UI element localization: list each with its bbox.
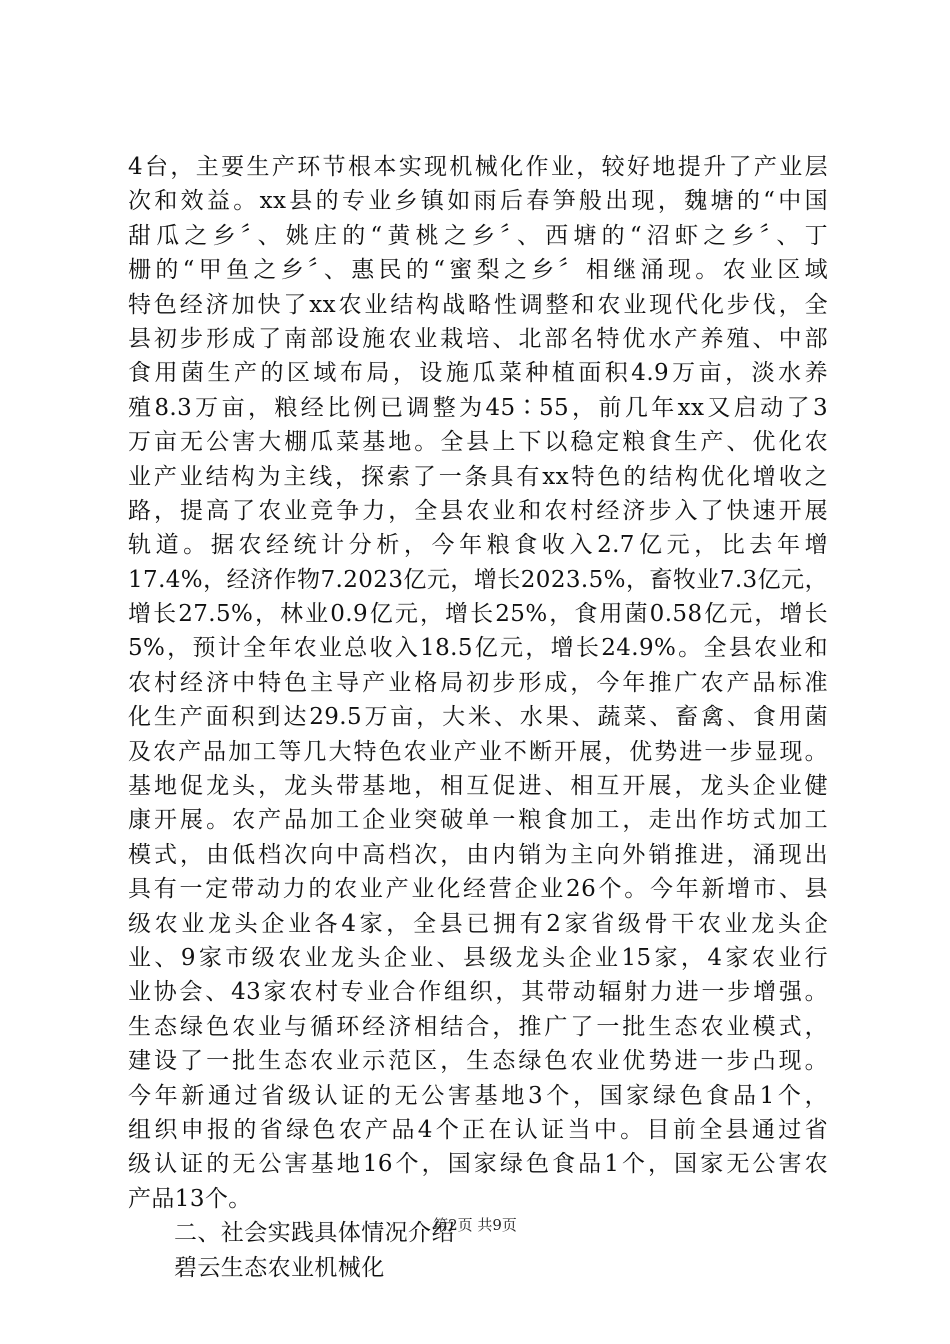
text-line: 特色经济加快了xx农业结构战略性调整和农业现代化步伐，全 — [128, 291, 828, 318]
section-heading: 二、社会实践具体情况介绍 — [174, 1220, 455, 1247]
text-line: 17.4%，经济作物7.2023亿元，增长2023.5%，畜牧业7.3亿元， — [128, 566, 828, 593]
text-line: 农村经济中特色主导产业格局初步形成，今年推广农产品标准 — [128, 669, 828, 696]
text-line: 4台，主要生产环节根本实现机械化作业，较好地提升了产业层 — [128, 154, 828, 180]
text-line: 殖8.3万亩，粮经比例已调整为45∶55，前几年xx又启动了3 — [128, 394, 828, 421]
text-line: 甜瓜之乡〞、姚庄的“黄桃之乡〞、西塘的“沼虾之乡〞、丁 — [128, 222, 828, 249]
text-line: 业、9家市级农业龙头企业、县级龙头企业15家，4家农业行 — [128, 944, 828, 971]
text-line: 级认证的无公害基地16个，国家绿色食品1个，国家无公害农 — [128, 1151, 828, 1178]
text-line: 康开展。农产品加工企业突破单一粮食加工，走出作坊式加工 — [128, 807, 828, 834]
text-line: 产品13个。 — [128, 1185, 252, 1212]
text-line: 业协会、43家农村专业合作组织，其带动辐射力进一步增强。 — [128, 979, 828, 1006]
text-line: 组织申报的省绿色农产品4个正在认证当中。目前全县通过省 — [128, 1116, 828, 1143]
text-line: 5%，预计全年农业总收入18.5亿元，增长24.9%。全县农业和 — [128, 635, 828, 662]
text-line: 建设了一批生态农业示范区，生态绿色农业优势进一步凸现。 — [128, 1048, 828, 1075]
page-number-label: 第2页 共9页 — [433, 1216, 517, 1234]
text-line: 业产业结构为主线，探索了一条具有xx特色的结构优化增收之 — [128, 463, 828, 490]
text-line: 今年新通过省级认证的无公害基地3个，国家绿色食品1个， — [128, 1082, 828, 1109]
text-line: 生态绿色农业与循环经济相结合，推广了一批生态农业模式， — [128, 1013, 828, 1040]
text-line: 栅的“甲鱼之乡〞、惠民的“蜜梨之乡〞相继涌现。农业区域 — [128, 257, 828, 284]
text-line: 次和效益。xx县的专业乡镇如雨后春笋般出现，魏塘的“中国 — [128, 188, 828, 215]
text-line: 路，提高了农业竞争力，全县农业和农村经济步入了快速开展 — [128, 497, 828, 524]
text-line: 县初步形成了南部设施农业栽培、北部名特优水产养殖、中部 — [128, 325, 828, 352]
text-line: 模式，由低档次向中高档次，由内销为主向外销推进，涌现出 — [128, 841, 828, 868]
text-line: 食用菌生产的区域布局，设施瓜菜种植面积4.9万亩，淡水养 — [128, 360, 828, 387]
page-footer — [0, 1214, 950, 1235]
text-line: 级农业龙头企业各4家，全县已拥有2家省级骨干农业龙头企 — [128, 910, 828, 937]
text-line: 具有一定带动力的农业产业化经营企业26个。今年新增市、县 — [128, 876, 828, 903]
text-line: 及农产品加工等几大特色农业产业不断开展，优势进一步显现。 — [128, 738, 828, 765]
text-line: 轨道。据农经统计分析，今年粮食收入2.7亿元，比去年增 — [128, 532, 828, 559]
text-line: 增长27.5%，林业0.9亿元，增长25%，食用菌0.58亿元，增长 — [128, 601, 828, 628]
subsection-heading: 碧云生态农业机械化 — [174, 1254, 385, 1281]
text-line: 万亩无公害大棚瓜菜基地。全县上下以稳定粮食生产、优化农 — [128, 429, 828, 456]
body-text — [128, 150, 828, 1285]
text-line: 基地促龙头，龙头带基地，相互促进、相互开展，龙头企业健 — [128, 773, 828, 800]
text-line: 化生产面积到达29.5万亩，大米、水果、蔬菜、畜禽、食用菌 — [128, 704, 828, 731]
